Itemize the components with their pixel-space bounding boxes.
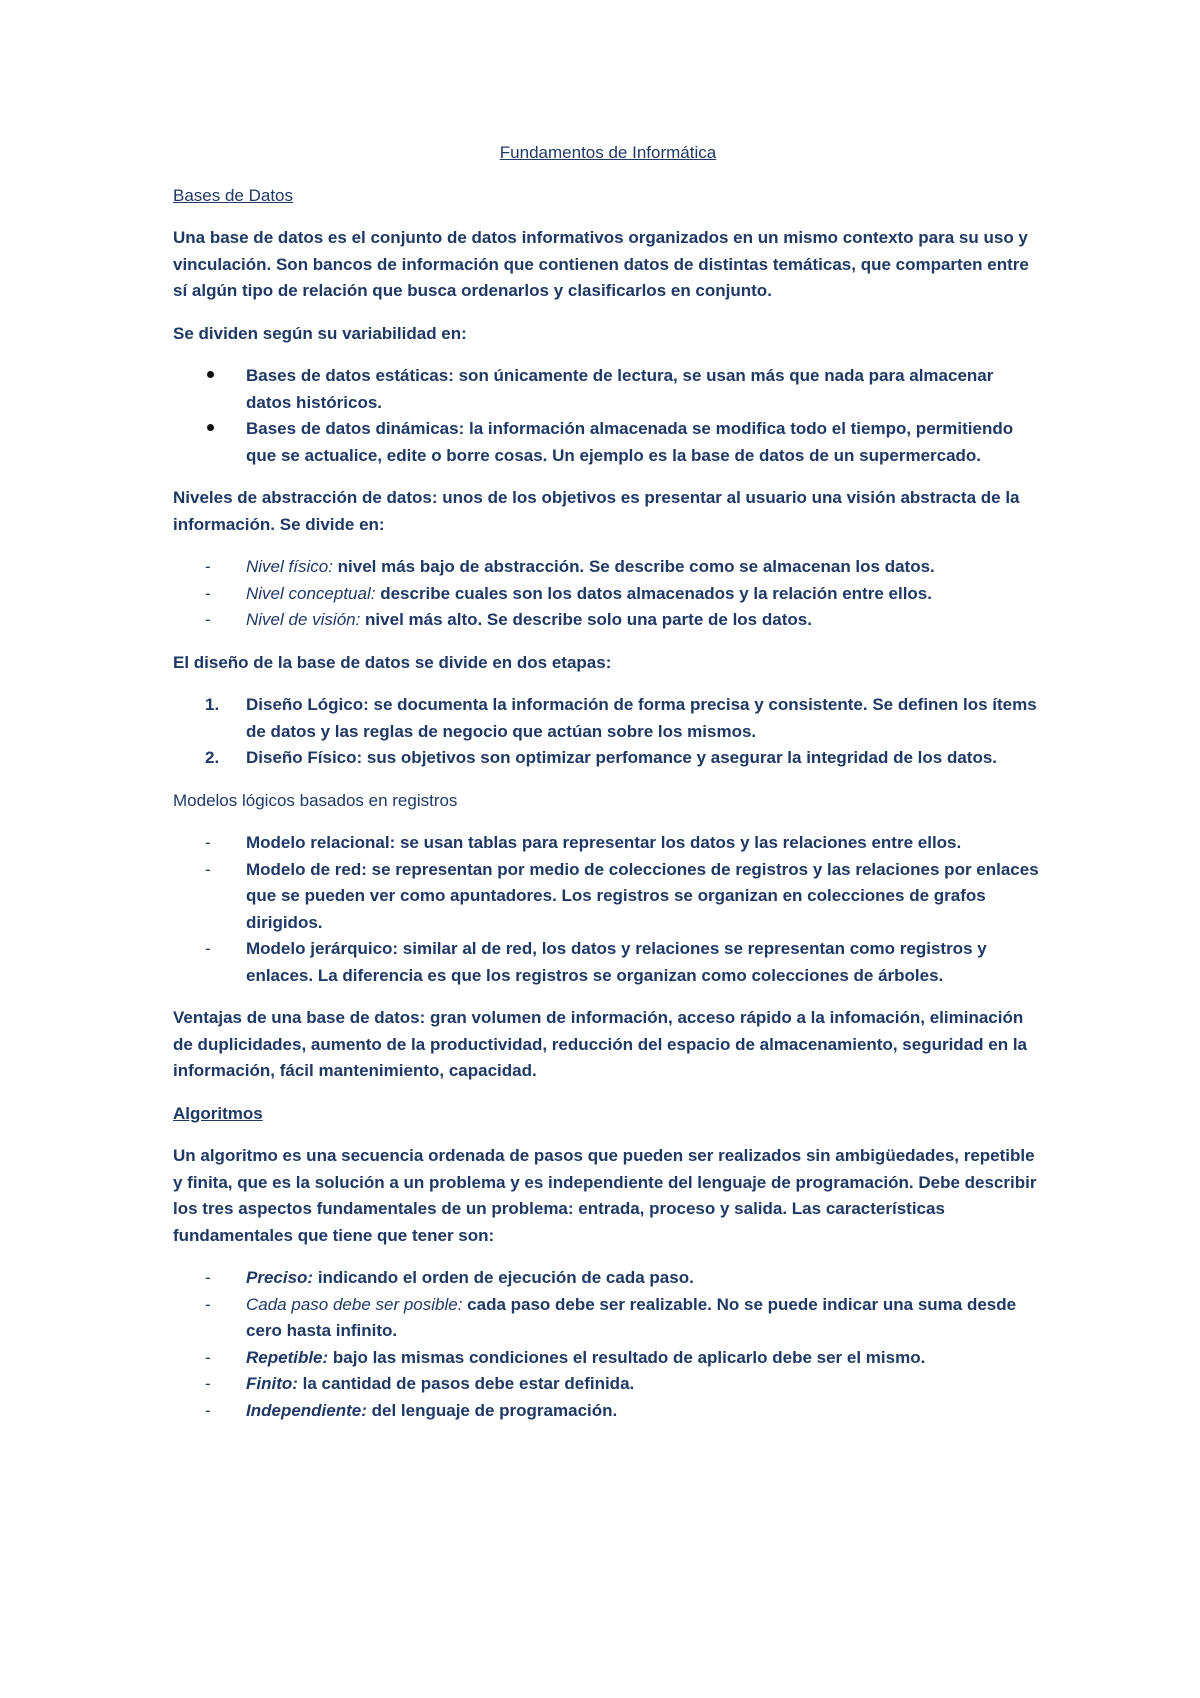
list-item-term: Repetible: <box>246 1347 329 1367</box>
list-number: 2. <box>205 748 220 767</box>
algorithm-characteristics-list <box>173 1265 1043 1424</box>
list-item-text: Bases de datos dinámicas: la información almacenada se modifica todo el tiempo, permitiendo que se actualice, edite o borre cosas. Un ejemplo es la base de datos de un supermercado. <box>246 419 1014 465</box>
bullet-icon <box>205 416 235 443</box>
list-item-text: Diseño Lógico: se documenta la información de forma precisa y consistente. Se definen los ítems de datos y las reglas de negocio que actúan sobre los mismos. <box>246 695 1037 741</box>
dash-marker: - <box>205 1268 211 1287</box>
list-item <box>173 607 1043 634</box>
dash-marker: - <box>205 1294 211 1314</box>
list-item-text: nivel más bajo de abstracción. Se describe como se almacenan los datos. <box>332 557 935 576</box>
list-item <box>173 1371 1043 1398</box>
dash-marker: - <box>205 583 211 603</box>
dash-marker: - <box>205 557 211 576</box>
list-item <box>173 1398 1043 1425</box>
paragraph-models-heading: Modelos lógicos basados en registros <box>173 790 458 810</box>
list-item <box>173 1292 1043 1345</box>
list-item-text: Modelo jerárquico: similar al de red, los datos y relaciones se representan como registros y enlaces. La diferencia es que los registros se organizan como colecciones de árboles. <box>246 939 987 985</box>
section-heading-algoritmos: Algoritmos <box>173 1103 263 1123</box>
list-item-term: Nivel conceptual: <box>246 583 376 603</box>
bullet-icon <box>205 363 235 390</box>
list-item <box>173 830 1043 857</box>
list-item-term: Cada paso debe ser posible: <box>246 1294 463 1314</box>
document-body <box>173 140 1043 1440</box>
list-item-text: bajo las mismas condiciones el resultado de aplicarlo debe ser el mismo. <box>328 1347 926 1367</box>
list-item-text: la cantidad de pasos debe estar definida. <box>297 1374 635 1393</box>
list-item <box>173 581 1043 608</box>
dash-marker: - <box>205 939 211 958</box>
list-item <box>173 554 1043 581</box>
list-item <box>173 1345 1043 1372</box>
dash-marker: - <box>205 1400 211 1420</box>
models-list <box>173 830 1043 989</box>
list-item-text: cada paso debe ser realizable. No se puede indicar una suma desde cero hasta infinito. <box>246 1294 1017 1340</box>
design-list <box>173 692 1043 772</box>
abstraction-list <box>173 554 1043 634</box>
section-heading-bases-de-datos: Bases de Datos <box>173 185 294 205</box>
list-item-term: Preciso: <box>246 1268 314 1287</box>
list-item-text: describe cuales son los datos almacenados y la relación entre ellos. <box>375 583 932 603</box>
dash-marker: - <box>205 833 211 852</box>
list-item-text: nivel más alto. Se describe solo una parte de los datos. <box>360 610 812 629</box>
list-item <box>173 1265 1043 1292</box>
paragraph-advantages: Ventajas de una base de datos: gran volumen de información, acceso rápido a la infomación, eliminación de duplicidades, aumento de la productividad, reducción del espacio de almacenamiento, seguridad en la información, fácil mantenimiento, capacidad. <box>173 1008 1027 1080</box>
paragraph-db-intro: Una base de datos es el conjunto de datos informativos organizados en un mismo contexto para su uso y vinculación. Son bancos de información que contienen datos de distintas temáticas, que comparten entre sí algún tipo de relación que busca ordenarlos y clasificarlos en conjunto. <box>173 228 1029 300</box>
variability-list <box>173 363 1043 469</box>
list-item-text: Modelo de red: se representan por medio de colecciones de registros y las relaciones por enlaces que se pueden ver como apuntadores. Los registros se organizan en colecciones de grafos dirigidos. <box>246 859 1039 932</box>
list-item <box>173 857 1043 937</box>
dash-marker: - <box>205 1374 211 1393</box>
paragraph-abstraction-lead: Niveles de abstracción de datos: unos de los objetivos es presentar al usuario una visión abstracta de la información. Se divide en: <box>173 488 1020 534</box>
list-item-text: indicando el orden de ejecución de cada paso. <box>313 1268 694 1287</box>
list-number: 1. <box>205 695 220 714</box>
dash-marker: - <box>205 1347 211 1367</box>
list-item-term: Independiente: <box>246 1400 367 1420</box>
list-item-term: Finito: <box>246 1374 298 1393</box>
list-item-term: Nivel de visión: <box>246 610 361 629</box>
document-title: Fundamentos de Informática <box>499 143 717 162</box>
dash-marker: - <box>205 610 211 629</box>
dash-marker: - <box>205 859 211 879</box>
list-item-text: Bases de datos estáticas: son únicamente de lectura, se usan más que nada para almacenar datos históricos. <box>246 366 994 412</box>
list-item <box>173 363 1043 416</box>
list-item-text: del lenguaje de programación. <box>366 1400 618 1420</box>
list-item-term: Nivel físico: <box>246 557 333 576</box>
paragraph-variability-lead: Se dividen según su variabilidad en: <box>173 323 467 343</box>
list-item-text: Modelo relacional: se usan tablas para representar los datos y las relaciones entre ellos. <box>246 833 962 852</box>
list-item <box>173 936 1043 989</box>
list-item <box>173 692 1043 745</box>
list-item <box>173 416 1043 469</box>
paragraph-algorithm-intro: Un algoritmo es una secuencia ordenada de pasos que pueden ser realizados sin ambigüedades, repetible y finita, que es la solución a un problema y es independiente del lenguaje de programación. Debe describir los tres aspectos fundamentales de un problema: entrada, proceso y salida. Las características fundamentales que tiene que tener son: <box>173 1146 1037 1245</box>
paragraph-design-lead: El diseño de la base de datos se divide en dos etapas: <box>173 652 612 672</box>
list-item-text: Diseño Físico: sus objetivos son optimizar perfomance y asegurar la integridad de los datos. <box>246 748 998 767</box>
list-item <box>173 745 1043 772</box>
